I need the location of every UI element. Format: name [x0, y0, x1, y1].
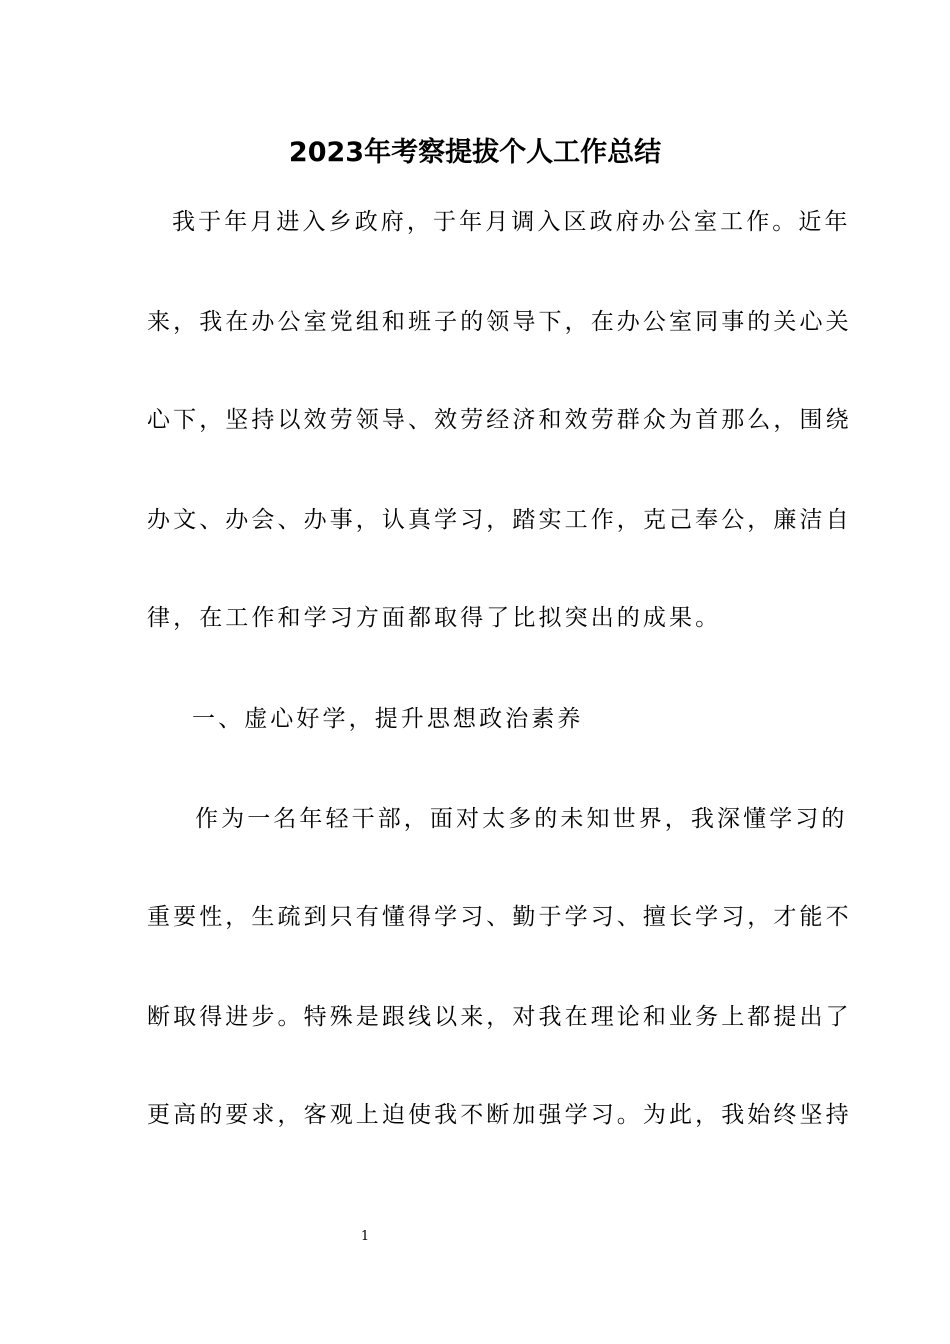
paragraph-1-line-5: 律，在工作和学习方面都取得了比拟突出的成果。: [147, 605, 722, 631]
section-heading-1: 一、虚心好学，提升思想政治素养: [192, 706, 584, 732]
paragraph-1-line-4: 办文、办会、办事，认真学习，踏实工作，克己奉公，廉洁自: [147, 507, 852, 533]
paragraph-1-line-3: 心下，坚持以效劳领导、效劳经济和效劳群众为首那么，围绕: [147, 407, 852, 433]
paragraph-2-line-2: 重要性，生疏到只有懂得学习、勤于学习、擅长学习，才能不: [147, 904, 852, 930]
page-title: 2023年考察提拔个人工作总结: [288, 137, 662, 168]
paragraph-1-line-2: 来，我在办公室党组和班子的领导下，在办公室同事的关心关: [147, 309, 852, 335]
paragraph-2-line-3: 断取得进步。特殊是跟线以来，对我在理论和业务上都提出了: [147, 1004, 852, 1030]
page-number: 1: [360, 1229, 370, 1244]
paragraph-2-line-4: 更高的要求，客观上迫使我不断加强学习。为此，我始终坚持: [147, 1102, 852, 1128]
paragraph-1-line-1: 我于年月进入乡政府，于年月调入区政府办公室工作。近年: [172, 209, 851, 235]
paragraph-2-line-1: 作为一名年轻干部，面对太多的未知世界，我深懂学习的: [195, 806, 848, 832]
